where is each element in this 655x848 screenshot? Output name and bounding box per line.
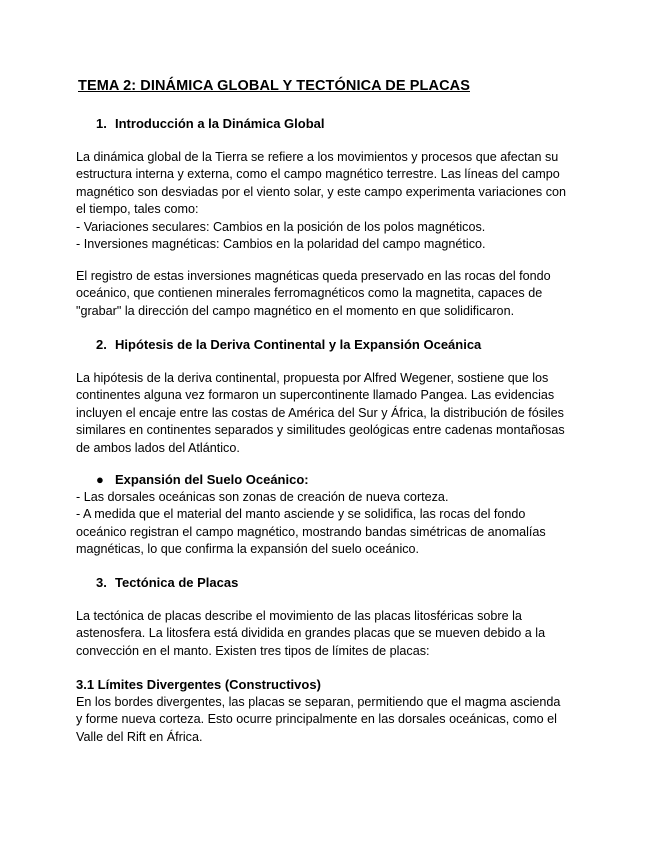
bullet-heading-expansion: [96, 472, 309, 487]
bullet-dot-icon: ●: [96, 472, 104, 487]
text-line: La hipótesis de la deriva continental, propuesta por Alfred Wegener, sostiene que los: [76, 371, 549, 385]
text-line: - A medida que el material del manto asciende y se solidifica, las rocas del fondo: [76, 507, 526, 522]
text-line: "grabar" la dirección del campo magnético en el momento en que solidificaron.: [76, 303, 515, 318]
paragraph-intro: [76, 149, 576, 253]
section-number: 3.: [96, 575, 107, 590]
text-line: incluyen el encaje entre las costas de América del Sur y África, la distribución de fósiles: [76, 405, 564, 420]
text-line: el tiempo, tales como:: [76, 202, 199, 217]
text-line: y forme nueva corteza. Esto ocurre principalmente en las dorsales oceánicas, como el: [76, 712, 557, 727]
section-heading-tectonica: [96, 575, 238, 590]
text-line: continentes alguna vez formaron un supercontinente llamado Pangea. Las evidencias: [76, 388, 555, 403]
text-line: El registro de estas inversiones magnéticas queda preservado en las rocas del fondo: [76, 269, 551, 283]
text-line: oceánico, que contienen minerales ferromagnéticos como la magnetita, capaces de: [76, 286, 543, 301]
text-line: magnético son desviadas por el viento solar, y este campo experimenta variaciones con: [76, 184, 567, 199]
document-title: TEMA 2: DINÁMICA GLOBAL Y TECTÓNICA DE PLACAS: [78, 78, 470, 94]
text-line: Valle del Rift en África.: [76, 729, 203, 744]
text-line: de ambos lados del Atlántico.: [76, 440, 240, 455]
text-line: La dinámica global de la Tierra se refiere a los movimientos y procesos que afectan su: [76, 150, 559, 164]
text-line: - Inversiones magnéticas: Cambios en la polaridad del campo magnético.: [76, 237, 486, 252]
section-number: 1.: [96, 116, 107, 131]
paragraph-registro: [76, 268, 576, 320]
section-heading-deriva: [96, 337, 481, 352]
bullet-title: Expansión del Suelo Oceánico:: [115, 472, 309, 487]
text-line: - Variaciones seculares: Cambios en la posición de los polos magnéticos.: [76, 219, 486, 234]
section-number: 2.: [96, 337, 107, 352]
text-line: magnéticas, lo que confirma la expansión del suelo oceánico.: [76, 542, 420, 557]
text-line: astenosfera. La litosfera está dividida en grandes placas que se mueven debido a la: [76, 626, 546, 641]
text-line: En los bordes divergentes, las placas se separan, permitiendo que el magma ascienda: [76, 695, 561, 709]
paragraph-deriva: [76, 370, 576, 457]
paragraph-expansion: [76, 489, 576, 559]
section-title: Introducción a la Dinámica Global: [115, 116, 325, 131]
text-line: convección en el manto. Existen tres tipos de límites de placas:: [76, 643, 430, 658]
section-title: Hipótesis de la Deriva Continental y la Expansión Oceánica: [115, 337, 482, 352]
text-line: La tectónica de placas describe el movimiento de las placas litosféricas sobre la: [76, 609, 522, 623]
section-title: Tectónica de Placas: [115, 575, 239, 590]
section-heading-introduccion: [96, 116, 325, 131]
text-line: estructura interna y externa, como el campo magnético terrestre. Las líneas del campo: [76, 167, 560, 182]
text-line: similares en continentes separados y similitudes geológicas entre cadenas montañosas: [76, 423, 565, 438]
text-line: oceánico registran el campo magnético, mostrando bandas simétricas de anomalías: [76, 524, 546, 539]
paragraph-divergentes: [76, 694, 576, 746]
subsection-heading-divergentes: 3.1 Límites Divergentes (Constructivos): [76, 677, 321, 692]
text-line: - Las dorsales oceánicas son zonas de creación de nueva corteza.: [76, 490, 449, 504]
paragraph-tectonica: [76, 608, 576, 660]
